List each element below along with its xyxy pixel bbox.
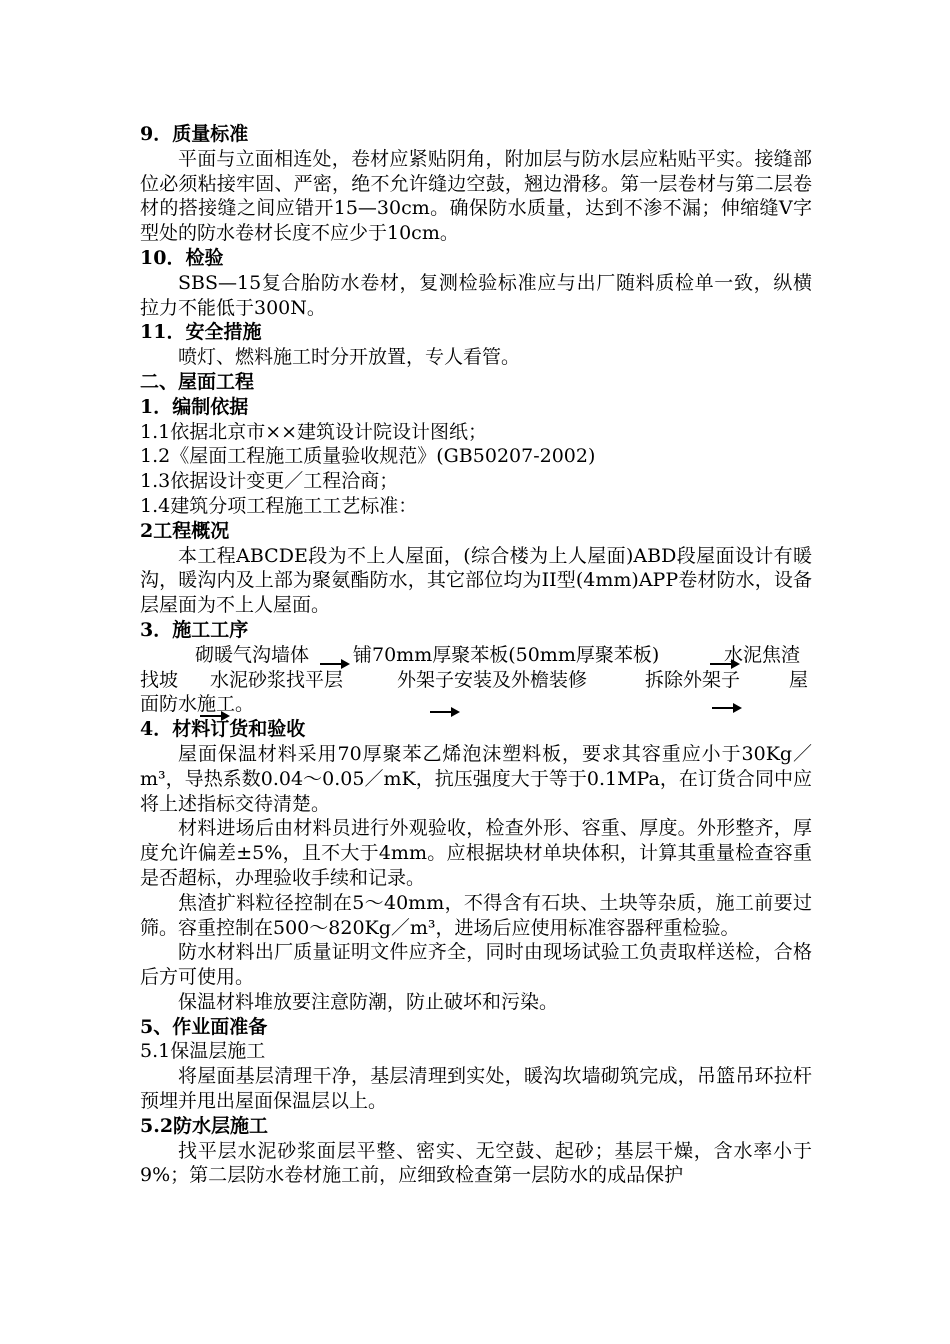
paragraph: 平面与立面相连处，卷材应紧贴阴角，附加层与防水层应粘贴平实。接缝部位必须粘接牢固、严密，绝不允许缝边空鼓，翘边滑移。第一层卷材与第二层卷材的搭接缝之间应错开15—30cm。确保防水质量，达到不渗不漏；伸缩缝V字型处的防水卷材长度不应少于10cm。 [140,147,812,245]
arrow-icon [430,711,458,713]
list-item: 1.2《屋面工程施工质量验收规范》(GB50207-2002) [140,445,596,468]
heading-inspection: 10．检验 [140,246,224,269]
paragraph: 防水材料出厂质量证明文件应齐全，同时由现场试验工负责取样送检，合格后方可使用。 [140,941,812,989]
heading-quality-standard: 9．质量标准 [140,123,249,145]
subheading-waterproof-layer: 5.2防水层施工 [140,1114,269,1137]
paragraph: 屋面保温材料采用70厚聚苯乙烯泡沫塑料板，要求其容重应小于30Kg／m³，导热系数0.04～0.05／mK，抗压强度大于等于0.1MPa，在订货合同中应将上述指标交待清楚。 [140,742,812,815]
heading-construction-process: 3．施工工序 [140,618,249,641]
process-flow [140,643,812,717]
subheading-insulation-layer: 5.1保温层施工 [140,1040,266,1063]
paragraph: 将屋面基层清理干净，基层清理到实处，暖沟坎墙砌筑完成，吊篮吊环拉杆预埋并甩出屋面保温层以上。 [140,1065,812,1113]
list-item: 1.4建筑分项工程施工工艺标准： [140,494,418,517]
heading-compilation-basis: 1．编制依据 [140,395,249,418]
paragraph: 焦渣扩料粒径控制在5～40mm，不得含有石块、土块等杂质，施工前要过筛。容重控制在500～820Kg／m³，进场后应使用标准容器秤重检验。 [140,891,812,939]
heading-roof-engineering: 二、屋面工程 [140,370,255,393]
process-step: 砌暖气沟墙体 [195,643,310,666]
arrow-icon [320,663,348,665]
document-page [140,122,812,1188]
process-step: 铺70mm厚聚苯板(50mm厚聚苯板) [353,643,660,666]
paragraph: 保温材料堆放要注意防潮，防止破坏和污染。 [178,990,559,1013]
process-step: 面防水施工。 [140,693,255,716]
paragraph: 本工程ABCDE段为不上人屋面，(综合楼为上人屋面)ABD段屋面设计有暖沟，暖沟内及上部为聚氨酯防水，其它部位均为II型(4mm)APP卷材防水，设备层屋面为不上人屋面。 [140,544,812,617]
list-item: 1.3依据设计变更／工程洽商； [140,470,399,493]
heading-safety-measures: 11．安全措施 [140,321,262,344]
arrow-icon [200,715,228,717]
heading-work-surface-preparation: 5、作业面准备 [140,1015,268,1038]
arrow-icon [712,707,740,709]
arrow-icon [710,663,738,665]
process-step: 拆除外架子 [645,668,741,691]
heading-material-ordering: 4．材料订货和验收 [140,718,306,741]
paragraph: 找平层水泥砂浆面层平整、密实、无空鼓、起砂；基层干燥，含水率小于9%；第二层防水卷材施工前，应细致检查第一层防水的成品保护 [140,1139,812,1187]
paragraph: 材料进场后由材料员进行外观验收，检查外形、容重、厚度。外形整齐，厚度允许偏差±5%，且不大于4mm。应根据块材单块体积，计算其重量检查容重是否超标，办理验收手续和记录。 [140,817,812,889]
process-step: 找坡 [140,668,179,691]
list-item: 1.1依据北京市××建筑设计院设计图纸； [140,420,488,443]
process-step: 水泥砂浆找平层 [210,668,344,691]
paragraph: 喷灯、燃料施工时分开放置，专人看管。 [178,346,521,369]
process-step: 水泥焦渣 [724,643,801,666]
heading-project-overview: 2工程概况 [140,519,230,542]
paragraph: SBS—15复合胎防水卷材，复测检验标准应与出厂随料质检单一致，纵横拉力不能低于300N。 [140,271,812,319]
process-step: 外架子安装及外檐装修 [397,668,588,691]
process-step: 屋 [789,668,809,691]
